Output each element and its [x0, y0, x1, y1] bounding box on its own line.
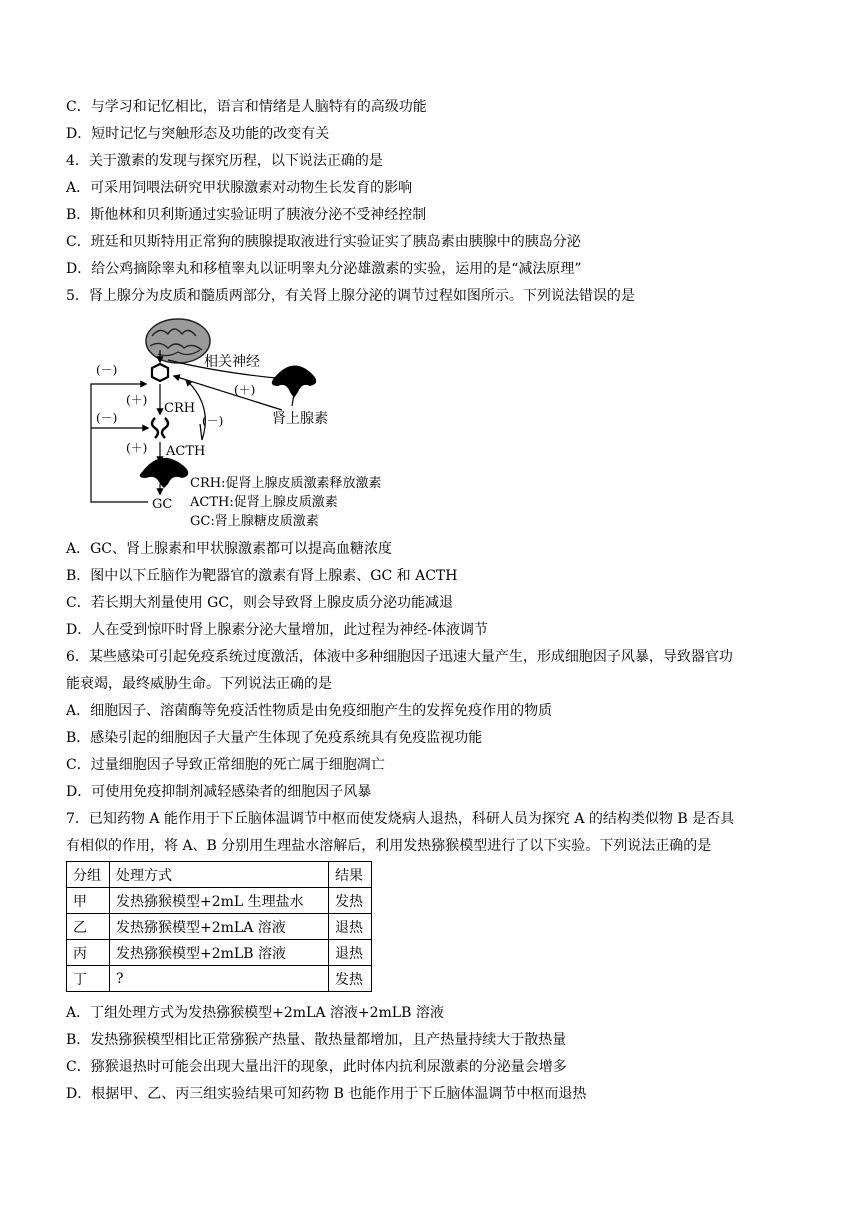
q6-stem-line2: 能衰竭，最终威胁生命。下列说法正确的是 — [66, 676, 332, 692]
acth-label: ACTH — [166, 444, 206, 459]
q4-option-a: A．可采用饲喂法研究甲状腺激素对动物生长发育的影响 — [66, 180, 413, 196]
pituitary-icon — [152, 418, 168, 438]
plus-label-acth: (＋) — [126, 441, 148, 455]
experiment-table — [66, 861, 372, 992]
q3-option-d: D．短时记忆与突触形态及功能的改变有关 — [66, 126, 330, 142]
q3-option-c: C．与学习和记忆相比，语言和情绪是人脑特有的高级功能 — [66, 99, 427, 115]
table-header-cell: 处理方式 — [110, 862, 329, 888]
q7-option-a: A．丁组处理方式为发热猕猴模型+2mLA 溶液+2mLB 溶液 — [66, 1005, 444, 1021]
q5-option-c: C．若长期大剂量使用 GC，则会导致肾上腺皮质分泌功能减退 — [66, 595, 454, 611]
table-cell: ? — [110, 966, 329, 992]
q5-stem: 5．肾上腺分为皮质和髓质两部分，有关肾上腺分泌的调节过程如图所示。下列说法错误的是 — [66, 288, 635, 304]
table-row — [67, 914, 372, 940]
gc-label: GC — [152, 497, 173, 512]
table-cell: 退热 — [329, 914, 372, 940]
table-cell: 甲 — [67, 888, 110, 914]
q5-option-a: A．GC、肾上腺素和甲状腺激素都可以提高血糖浓度 — [66, 541, 393, 557]
q6-option-b: B．感染引起的细胞因子大量产生体现了免疫系统具有免疫监视功能 — [66, 730, 483, 746]
table-row — [67, 940, 372, 966]
q7-option-b: B．发热猕猴模型相比正常猕猴产热量、散热量都增加，且产热量持续大于散热量 — [66, 1032, 567, 1048]
q6-option-d: D．可使用免疫抑制剂减轻感染者的细胞因子风暴 — [66, 784, 372, 800]
legend-gc: GC:肾上腺糖皮质激素 — [190, 514, 319, 529]
table-cell: 退热 — [329, 940, 372, 966]
table-cell: 乙 — [67, 914, 110, 940]
adrenal-regulation-diagram — [86, 314, 426, 532]
table-cell: 发热 — [329, 888, 372, 914]
q7-option-d: D．根据甲、乙、丙三组实验结果可知药物 B 也能作用于下丘脑体温调节中枢而退热 — [66, 1086, 587, 1102]
minus-label-top: (－) — [96, 363, 118, 377]
q4-option-b: B．斯他林和贝利斯通过实验证明了胰液分泌不受神经控制 — [66, 207, 427, 223]
table-header-cell: 分组 — [67, 862, 110, 888]
table-cell: 发热 — [329, 966, 372, 992]
table-row — [67, 966, 372, 992]
q6-option-c: C．过量细胞因子导致正常细胞的死亡属于细胞凋亡 — [66, 757, 385, 773]
q4-stem: 4．关于激素的发现与探究历程，以下说法正确的是 — [66, 153, 383, 169]
crh-label: CRH — [164, 401, 196, 416]
adrenal-gland-icon — [140, 458, 189, 488]
q7-option-c: C．猕猴退热时可能会出现大量出汗的现象，此时体内抗利尿激素的分泌量会增多 — [66, 1059, 567, 1075]
q6-stem-line1: 6．某些感染可引起免疫系统过度激活，体液中多种细胞因子迅速大量产生，形成细胞因子风暴，导致器官功 — [66, 649, 733, 665]
related-nerve-label: 相关神经 — [204, 354, 260, 370]
brain-icon — [146, 319, 210, 363]
minus-label-middle: (－) — [96, 411, 118, 425]
hypothalamus-icon — [152, 364, 168, 381]
q6-option-a: A．细胞因子、溶菌酶等免疫活性物质是由免疫细胞产生的发挥免疫作用的物质 — [66, 703, 553, 719]
table-cell: 发热猕猴模型+2mL 生理盐水 — [110, 888, 329, 914]
minus-label-right: (－) — [202, 414, 224, 428]
legend-acth: ACTH:促肾上腺皮质激素 — [190, 495, 338, 510]
table-cell: 发热猕猴模型+2mLB 溶液 — [110, 940, 329, 966]
plus-label-crh: (＋) — [126, 393, 148, 407]
table-row — [67, 888, 372, 914]
table-cell: 发热猕猴模型+2mLA 溶液 — [110, 914, 329, 940]
table-header-cell: 结果 — [329, 862, 372, 888]
table-cell: 丁 — [67, 966, 110, 992]
adrenal-gland-right-icon — [272, 365, 317, 398]
plus-label-adrenaline: (＋) — [234, 383, 256, 397]
q4-option-d: D．给公鸡摘除睾丸和移植睾丸以证明睾丸分泌雄激素的实验，运用的是“减法原理” — [66, 261, 582, 277]
q7-stem-line2: 有相似的作用，将 A、B 分别用生理盐水溶解后，利用发热猕猴模型进行了以下实验。下列说法正确的是 — [66, 838, 712, 854]
q7-stem-line1: 7．已知药物 A 能作用于下丘脑体温调节中枢而使发烧病人退热，科研人员为探究 A 的结构类似物 B 是否具 — [66, 811, 735, 827]
legend-crh: CRH:促肾上腺皮质激素释放激素 — [190, 476, 382, 491]
q5-option-d: D．人在受到惊吓时肾上腺素分泌大量增加，此过程为神经-体液调节 — [66, 622, 488, 638]
q4-option-c: C．班廷和贝斯特用正常狗的胰腺提取液进行实验证实了胰岛素由胰腺中的胰岛分泌 — [66, 234, 581, 250]
table-cell: 丙 — [67, 940, 110, 966]
adrenaline-label: 肾上腺素 — [272, 411, 328, 427]
q5-option-b: B．图中以下丘脑作为靶器官的激素有肾上腺素、GC 和 ACTH — [66, 568, 458, 584]
table-header-row — [67, 862, 372, 888]
